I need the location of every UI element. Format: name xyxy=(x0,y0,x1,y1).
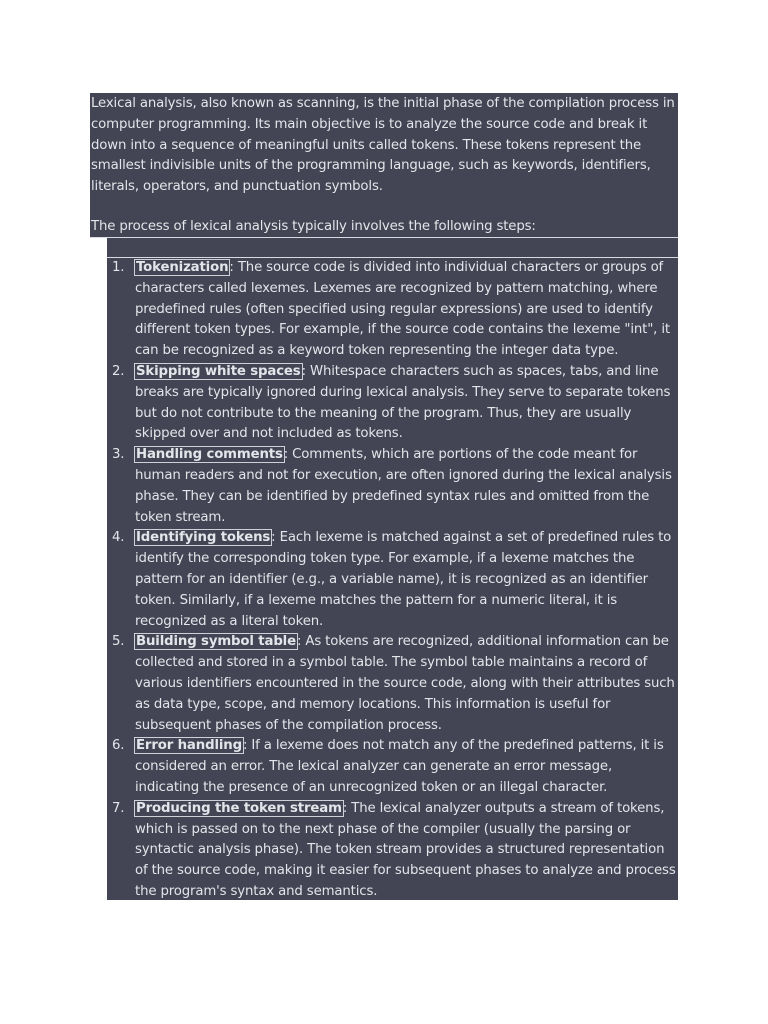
intro-paragraph: Lexical analysis, also known as scanning, is the initial phase of the compilation process in computer programming. Its main objective is to analyze the source code and break it down into a sequence of meaningful units called tokens. These tokens represent the smallest indivisible units of the programming language, such as keywords, identifiers, literals, operators, and punctuation symbols. xyxy=(91,96,675,195)
step-number: 4. xyxy=(112,530,125,546)
step-term: Producing the token stream xyxy=(136,800,342,816)
intro-block xyxy=(90,93,678,237)
step-number: 3. xyxy=(112,447,125,463)
steps-list xyxy=(107,258,678,903)
steps-block xyxy=(107,238,678,900)
step-number: 1. xyxy=(112,260,125,275)
step-number: 5. xyxy=(112,634,125,650)
list-item xyxy=(107,632,678,736)
step-number: 6. xyxy=(112,738,125,754)
list-item xyxy=(107,528,678,632)
list-item xyxy=(107,258,678,362)
step-term: Handling comments xyxy=(136,447,283,463)
step-number: 7. xyxy=(112,800,125,816)
step-description: : Whitespace characters such as spaces, tabs, and line breaks are typically ignored during lexical analysis. They serve to separate tokens but do not contribute to the meaning of the program. Thus, they are usually skipped over and not included as tokens. xyxy=(135,363,671,442)
list-item xyxy=(107,445,678,528)
list-item xyxy=(107,362,678,445)
step-term: Skipping white spaces xyxy=(136,363,301,379)
steps-intro: The process of lexical analysis typically involves the following steps: xyxy=(91,219,536,234)
step-description: : Each lexeme is matched against a set of predefined rules to identify the corresponding token type. For example, if a lexeme matches the pattern for an identifier (e.g., a variable name), it is recognized as an identifier token. Similarly, if a lexeme matches the pattern for a numeric literal, it is recognized as a literal token. xyxy=(135,530,672,629)
step-description: : The lexical analyzer outputs a stream of tokens, which is passed on to the next phase of the compiler (usually the parsing or syntactic analysis phase). The token stream provides a structured representation of the source code, making it easier for subsequent phases to analyze and process the program's syntax and semantics. xyxy=(135,800,676,899)
list-item xyxy=(107,799,678,903)
step-description: : As tokens are recognized, additional information can be collected and stored in a symbol table. The symbol table maintains a record of various identifiers encountered in the source code, along with their attributes such as data type, scope, and memory locations. This information is useful for subsequent phases of the compilation process. xyxy=(135,634,675,733)
step-term: Identifying tokens xyxy=(136,530,271,546)
step-description: : Comments, which are portions of the code meant for human readers and not for execution, are often ignored during the lexical analysis phase. They can be identified by predefined syntax rules and omitted from the token stream. xyxy=(135,447,672,525)
step-term: Tokenization xyxy=(136,260,229,275)
step-number: 2. xyxy=(112,363,125,379)
step-term: Error handling xyxy=(136,738,242,754)
step-description: : If a lexeme does not match any of the predefined patterns, it is considered an error. The lexical analyzer can generate an error message, indicating the presence of an unrecognized token or an illegal character. xyxy=(135,738,664,795)
step-description: : The source code is divided into individual characters or groups of characters called lexemes. Lexemes are recognized by pattern matching, where predefined rules (often specified using regular expressions) are used to identify different token types. For example, if the source code contains the lexeme "int", it can be recognized as a keyword token representing the integer data type. xyxy=(135,260,670,359)
list-item xyxy=(107,736,678,798)
step-term: Building symbol table xyxy=(136,634,296,650)
